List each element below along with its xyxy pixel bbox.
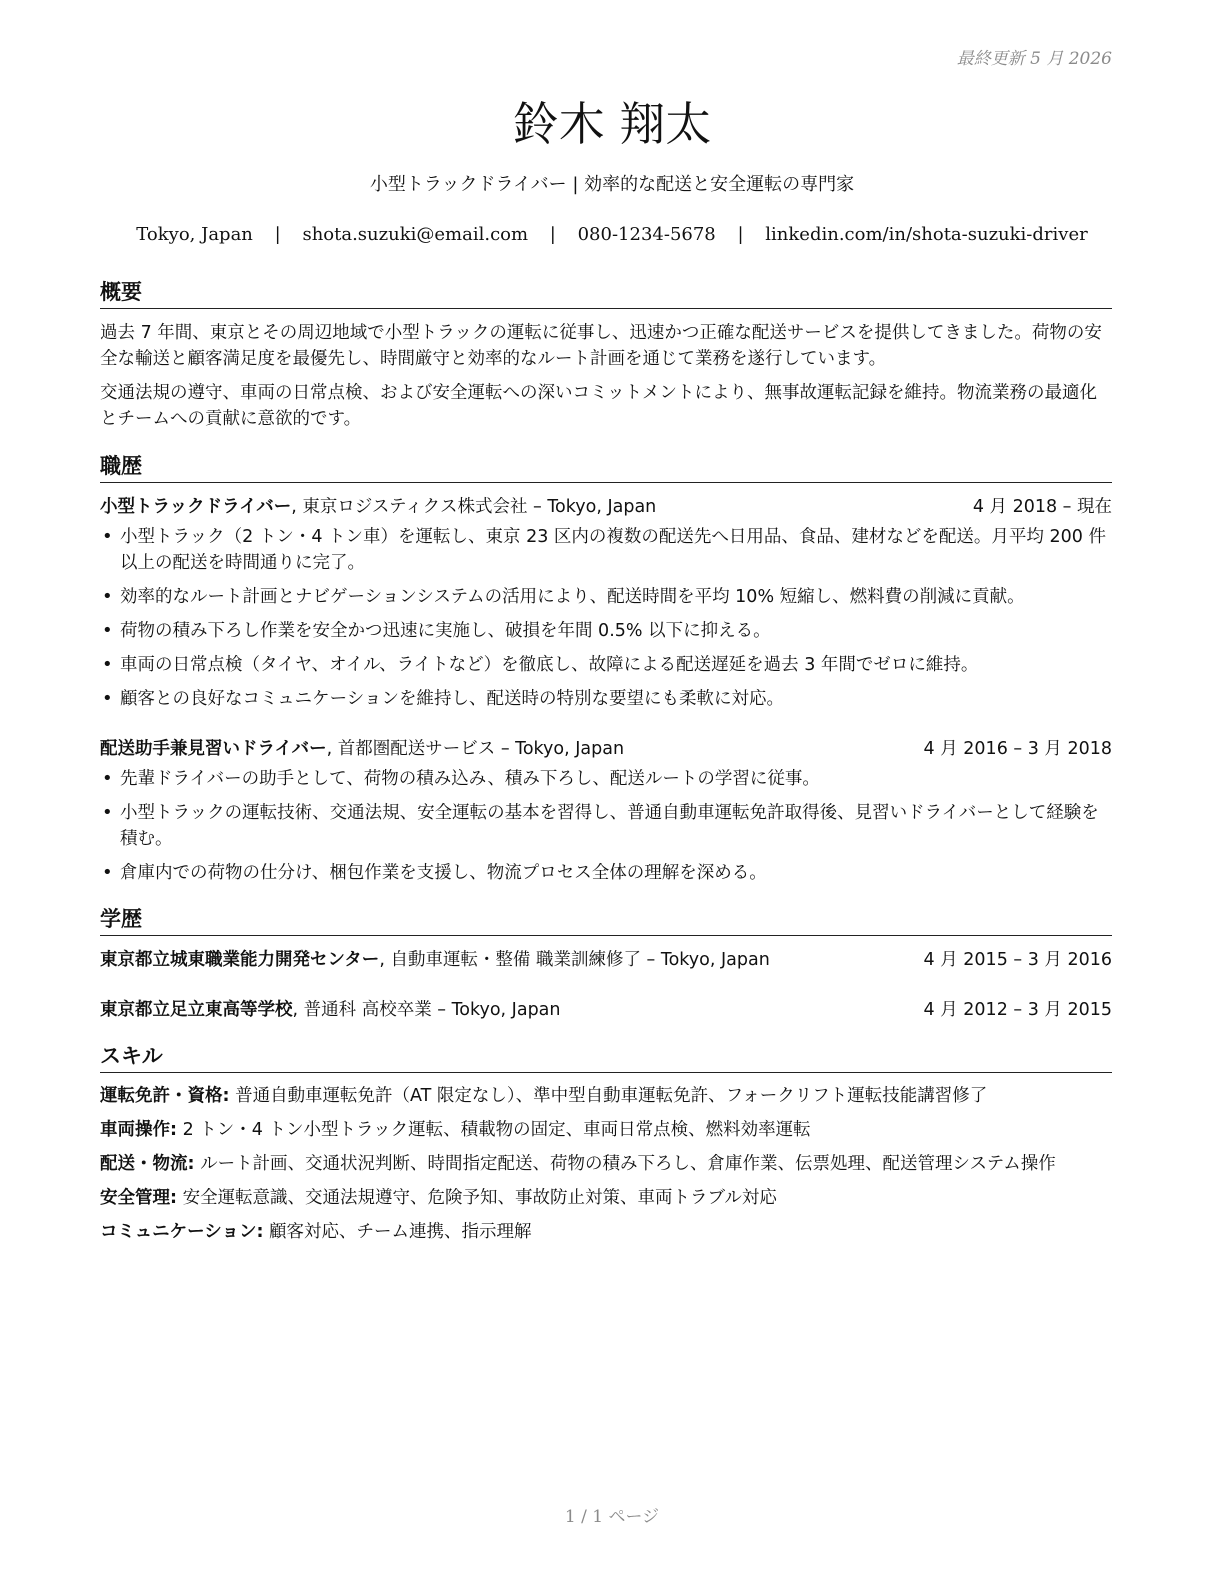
skill-label: 車両操作: [100,1120,177,1140]
education-row [100,947,1112,973]
list-item: • 倉庫内での荷物の仕分け、梱包作業を支援し、物流プロセス全体の理解を深める。 [120,860,1112,886]
skill-item [100,1185,1112,1211]
summary-section [100,320,1112,440]
skill-item [100,1151,1112,1177]
list-item: • 先輩ドライバーの助手として、荷物の積み込み、積み下ろし、配送ルートの学習に従事。 [120,766,1112,792]
skills-section [100,1083,1112,1253]
contact-separator: | [549,224,556,245]
contact-email[interactable]: shota.suzuki@email.com [302,224,529,245]
page-number: 1 / 1 ページ [564,1507,660,1527]
list-item: • 小型トラック（2 トン・4 トン車）を運転し、東京 23 区内の複数の配送先へ日用品、食品、建材などを配送。月平均 200 件以上の配送を時間通りに完了。 [120,524,1112,576]
skill-value: ルート計画、交通状況判断、時間指定配送、荷物の積み下ろし、倉庫作業、伝票処理、配送管理システム操作 [194,1154,1056,1174]
list-item: • 荷物の積み下ろし作業を安全かつ迅速に実施し、破損を年間 0.5% 以下に抑える。 [120,618,1112,644]
section-title-experience: 職歴 [100,450,1112,483]
job-role: 配送助手兼見習いドライバー [100,739,327,759]
job-org: , 東京ロジスティクス株式会社 – Tokyo, Japan [291,497,657,517]
education-entry [100,997,1112,1023]
job-header [100,736,1112,762]
school-name: 東京都立足立東高等学校 [100,1000,293,1020]
summary-paragraph: 交通法規の遵守、車両の日常点検、および安全運転への深いコミットメントにより、無事故運転記録を維持。物流業務の最適化とチームへの貢献に意欲的です。 [100,383,1097,429]
education-entry [100,947,1112,973]
skill-label: 配送・物流: [100,1154,195,1174]
job-dates: 4 月 2018 – 現在 [972,497,1112,517]
section-title-education: 学歴 [100,903,1112,936]
education-dates: 4 月 2012 – 3 月 2015 [923,1000,1112,1020]
list-item: • 車両の日常点検（タイヤ、オイル、ライトなど）を徹底し、故障による配送遅延を過去 3 年間でゼロに維持。 [120,652,1112,678]
education-row [100,997,1112,1023]
job-title-line [100,736,624,762]
summary-paragraph: 過去 7 年間、東京とその周辺地域で小型トラックの運転に従事し、迅速かつ正確な配送サービスを提供してきました。荷物の安全な輸送と顧客満足度を最優先し、時間厳守と効率的なルート計画を通じて業務を遂行しています。 [100,323,1102,369]
skill-label: コミュニケーション: [100,1222,264,1242]
skill-item [100,1219,1112,1245]
skill-value: 2 トン・4 トン小型トラック運転、積載物の固定、車両日常点検、燃料効率運転 [177,1120,811,1140]
education-title-line [100,997,561,1023]
contact-linkedin[interactable]: linkedin.com/in/shota-suzuki-driver [765,224,1088,245]
skill-label: 安全管理: [100,1188,177,1208]
education-detail: , 自動車運転・整備 職業訓練修了 – Tokyo, Japan [379,950,770,970]
contact-line [0,224,1224,245]
candidate-name: 鈴木 翔太 [512,97,712,151]
list-item: • 顧客との良好なコミュニケーションを維持し、配送時の特別な要望にも柔軟に対応。 [120,686,1112,712]
contact-phone[interactable]: 080-1234-5678 [577,224,716,245]
job-entry [100,736,1112,894]
last-updated: 最終更新 5 月 2026 [956,49,1112,69]
skill-item [100,1117,1112,1143]
skill-item [100,1083,1112,1109]
education-dates: 4 月 2015 – 3 月 2016 [923,950,1112,970]
section-title-summary: 概要 [100,276,1112,309]
section-title-skills: スキル [100,1040,1112,1073]
education-title-line [100,947,770,973]
contact-separator: | [274,224,281,245]
contact-location: Tokyo, Japan [136,224,253,245]
job-bullets [100,524,1112,712]
skill-value: 普通自動車運転免許（AT 限定なし）、準中型自動車運転免許、フォークリフト運転技能講習修了 [229,1086,988,1106]
contact-separator: | [737,224,744,245]
list-item: • 小型トラックの運転技術、交通法規、安全運転の基本を習得し、普通自動車運転免許取得後、見習いドライバーとして経験を積む。 [120,800,1112,852]
job-org: , 首都圏配送サービス – Tokyo, Japan [326,739,625,759]
job-bullets [100,766,1112,886]
list-item: • 効率的なルート計画とナビゲーションシステムの活用により、配送時間を平均 10% 短縮し、燃料費の削減に貢献。 [120,584,1112,610]
tagline: 小型トラックドライバー | 効率的な配送と安全運転の専門家 [369,174,855,195]
job-dates: 4 月 2016 – 3 月 2018 [923,739,1112,759]
school-name: 東京都立城東職業能力開発センター [100,950,380,970]
education-detail: , 普通科 高校卒業 – Tokyo, Japan [292,1000,561,1020]
job-title-line [100,494,656,520]
job-header [100,494,1112,520]
job-entry [100,494,1112,720]
skill-label: 運転免許・資格: [100,1086,230,1106]
skill-value: 安全運転意識、交通法規遵守、危険予知、事故防止対策、車両トラブル対応 [177,1188,777,1208]
skill-value: 顧客対応、チーム連携、指示理解 [263,1222,532,1242]
job-role: 小型トラックドライバー [100,497,292,517]
